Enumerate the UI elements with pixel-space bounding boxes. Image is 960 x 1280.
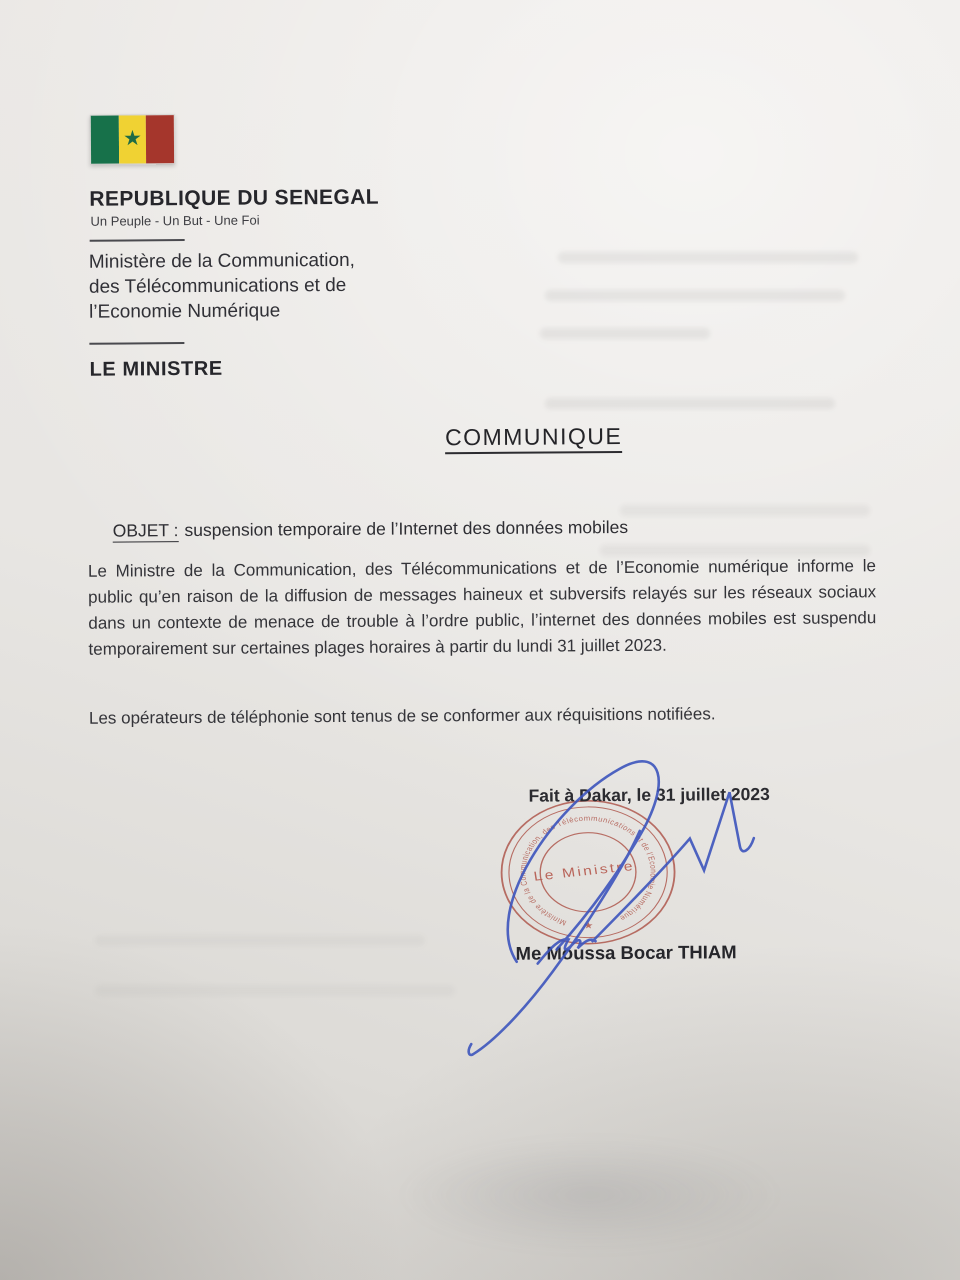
body-paragraph: Les opérateurs de téléphonie sont tenus de se conformer aux réquisitions notifiées. [88, 704, 716, 728]
national-motto: Un Peuple - Un But - Une Foi [90, 212, 260, 229]
subject-line [113, 517, 629, 542]
minister-role-label: LE MINISTRE [89, 357, 223, 381]
signature-stroke [467, 831, 641, 1055]
document-title: COMMUNIQUE [445, 423, 622, 454]
body-paragraph: Le Ministre de la Communication, des Télécommunications et de l’Economie numérique informe le public qu’en raison de la diffusion de messages haineux et subversifs relayés sur les réseaux sociaux dans un contexte de menace de trouble à l’ordre public, l’internet des données mobiles est suspendu temporairement sur certaines plages horaires à partir du lundi 31 juillet 2023. [87, 556, 877, 659]
flag-red-stripe [146, 115, 174, 163]
divider-line [89, 342, 184, 345]
signature-stroke [507, 761, 660, 962]
flag-green-stripe [91, 116, 119, 164]
republic-title: REPUBLIQUE DU SENEGAL [89, 185, 380, 211]
senegal-flag [90, 114, 175, 165]
signer-name: Me Moussa Bocar THIAM [515, 941, 737, 964]
divider-line [90, 239, 185, 242]
minister-signature [431, 750, 803, 1073]
dateline: Fait à Dakar, le 31 juillet 2023 [528, 783, 770, 806]
signature-stroke [592, 792, 755, 941]
flag-star-icon: ★ [122, 127, 142, 151]
stamp-center-text: Le Ministre [532, 859, 636, 885]
stamp-star-icon: ★ [583, 921, 594, 932]
ministry-line: des Télécommunications et de [88, 274, 347, 298]
ministry-name [89, 248, 356, 325]
subject-label: OBJET : [112, 520, 179, 541]
stamp-ring-text: Ministère de la Communication, des Télécommunications et de l’Economie Numérique [517, 814, 659, 927]
ministry-line: Ministère de la Communication, [88, 249, 355, 273]
subject-text: suspension temporaire de l’Internet des données mobiles [184, 516, 629, 541]
flag-yellow-stripe [118, 115, 146, 163]
ministry-line: l’Economie Numérique [89, 300, 281, 323]
